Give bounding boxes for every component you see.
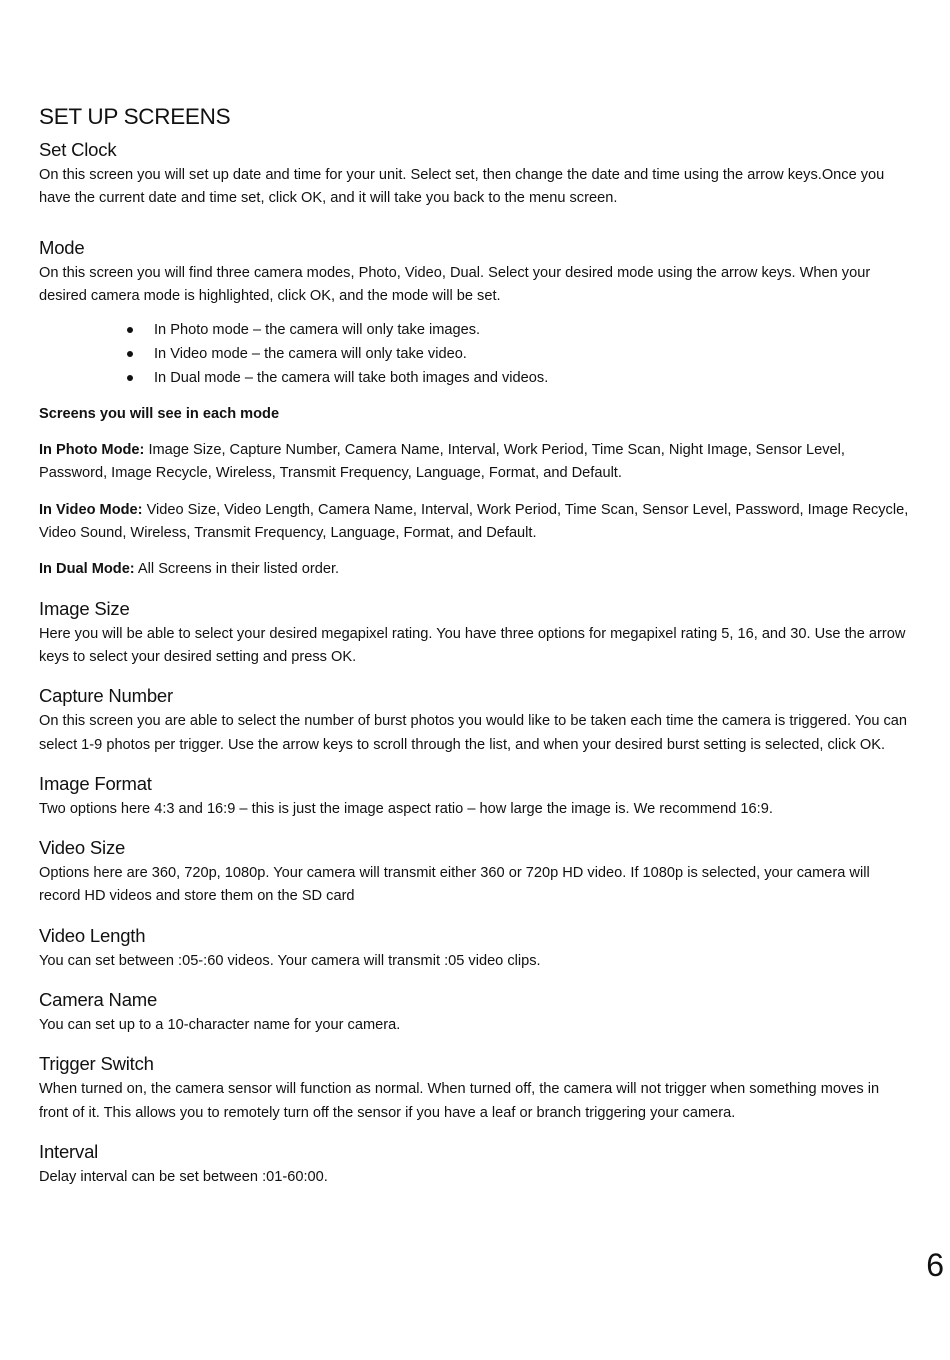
section-body: Options here are 360, 720p, 1080p. Your camera will transmit either 360 or 720p HD video. If 1080p is selected, your camera will record HD videos and store them on the SD card: [39, 865, 870, 905]
section-body: On this screen you will find three camera modes, Photo, Video, Dual. Select your desired mode using the arrow keys. When your desired camera mode is highlighted, click OK, and the mode will be set.: [39, 264, 871, 304]
bullet-item: [127, 318, 909, 342]
section-heading: Trigger Switch: [39, 1053, 154, 1075]
section-body: You can set between :05-:60 videos. Your camera will transmit :05 video clips.: [39, 952, 541, 969]
bullet-text: In Video mode – the camera will only take video.: [154, 346, 467, 363]
bullet-text: In Dual mode – the camera will take both images and videos.: [154, 370, 549, 387]
bullet-dot-icon: [127, 375, 133, 381]
section-heading: Camera Name: [39, 989, 158, 1011]
section-body: Two options here 4:3 and 16:9 – this is just the image aspect ratio – how large the image is. We recommend 16:9.: [39, 800, 773, 817]
section-heading: Interval: [39, 1140, 99, 1162]
section-heading: Video Length: [39, 924, 146, 946]
video-mode-screens: [39, 499, 909, 546]
bullet-dot-icon: [127, 327, 133, 333]
bullet-dot-icon: [127, 351, 133, 357]
section-heading: Image Size: [39, 597, 130, 619]
section-heading: Video Size: [39, 837, 126, 859]
section-body: You can set up to a 10-character name for your camera.: [39, 1017, 401, 1034]
section-image-format: [39, 770, 909, 821]
section-set-clock: [39, 136, 909, 211]
bullet-text: In Photo mode – the camera will only take images.: [154, 322, 481, 339]
mode-screens-text: All Screens in their listed order.: [134, 561, 340, 578]
section-video-size: [39, 834, 909, 909]
bullet-item: [127, 366, 909, 390]
page-title: SET UP SCREENS: [39, 104, 231, 129]
section-trigger-switch: [39, 1050, 909, 1125]
mode-bullet-list: [39, 318, 909, 390]
mode-label: In Photo Mode:: [39, 442, 145, 459]
section-mode: [39, 234, 909, 391]
section-body: Here you will be able to select your desired megapixel rating. You have three options for megapixel rating 5, 16, and 30. Use the arrow keys to select your desired setting and press OK.: [39, 625, 906, 665]
section-interval: [39, 1138, 909, 1189]
mode-screens-text: Image Size, Capture Number, Camera Name, Interval, Work Period, Time Scan, Night Image, Sensor Level, Password, Image Recycle, Wireless, Transmit Frequency, Language, Format, and Default.: [39, 442, 845, 482]
document-page: [39, 100, 909, 1189]
section-body: On this screen you will set up date and time for your unit. Select set, then change the date and time using the arrow keys.Once you have the current date and time set, click OK, and it will take you back to the menu screen.: [39, 167, 885, 207]
photo-mode-screens: [39, 439, 909, 486]
section-image-size: [39, 595, 909, 670]
section-body: Delay interval can be set between :01-60:00.: [39, 1168, 328, 1185]
section-video-length: [39, 922, 909, 973]
section-capture-number: [39, 682, 909, 757]
dual-mode-screens: [39, 558, 909, 581]
bullet-item: [127, 342, 909, 366]
section-heading: Image Format: [39, 772, 152, 794]
section-heading: Capture Number: [39, 685, 173, 707]
page-number: 6: [926, 1247, 944, 1283]
screens-subheading: Screens you will see in each mode: [39, 406, 280, 423]
mode-label: In Dual Mode:: [39, 561, 135, 578]
mode-label: In Video Mode:: [39, 501, 143, 518]
mode-screens-text: Video Size, Video Length, Camera Name, Interval, Work Period, Time Scan, Sensor Level, Password, Image Recycle, Video Sound, Wireless, Transmit Frequency, Language, Format, and Default.: [39, 501, 909, 542]
section-heading: Mode: [39, 236, 85, 258]
section-camera-name: [39, 986, 909, 1037]
section-body: When turned on, the camera sensor will function as normal. When turned off, the camera will not trigger when something moves in front of it. This allows you to remotely turn off the sensor if you have a leaf or branch triggering your camera.: [39, 1081, 880, 1121]
section-body: On this screen you are able to select the number of burst photos you would like to be taken each time the camera is triggered. You can select 1-9 photos per trigger. Use the arrow keys to scroll through the list, and when your desired burst setting is selected, click OK.: [39, 713, 908, 753]
section-heading: Set Clock: [39, 139, 117, 160]
